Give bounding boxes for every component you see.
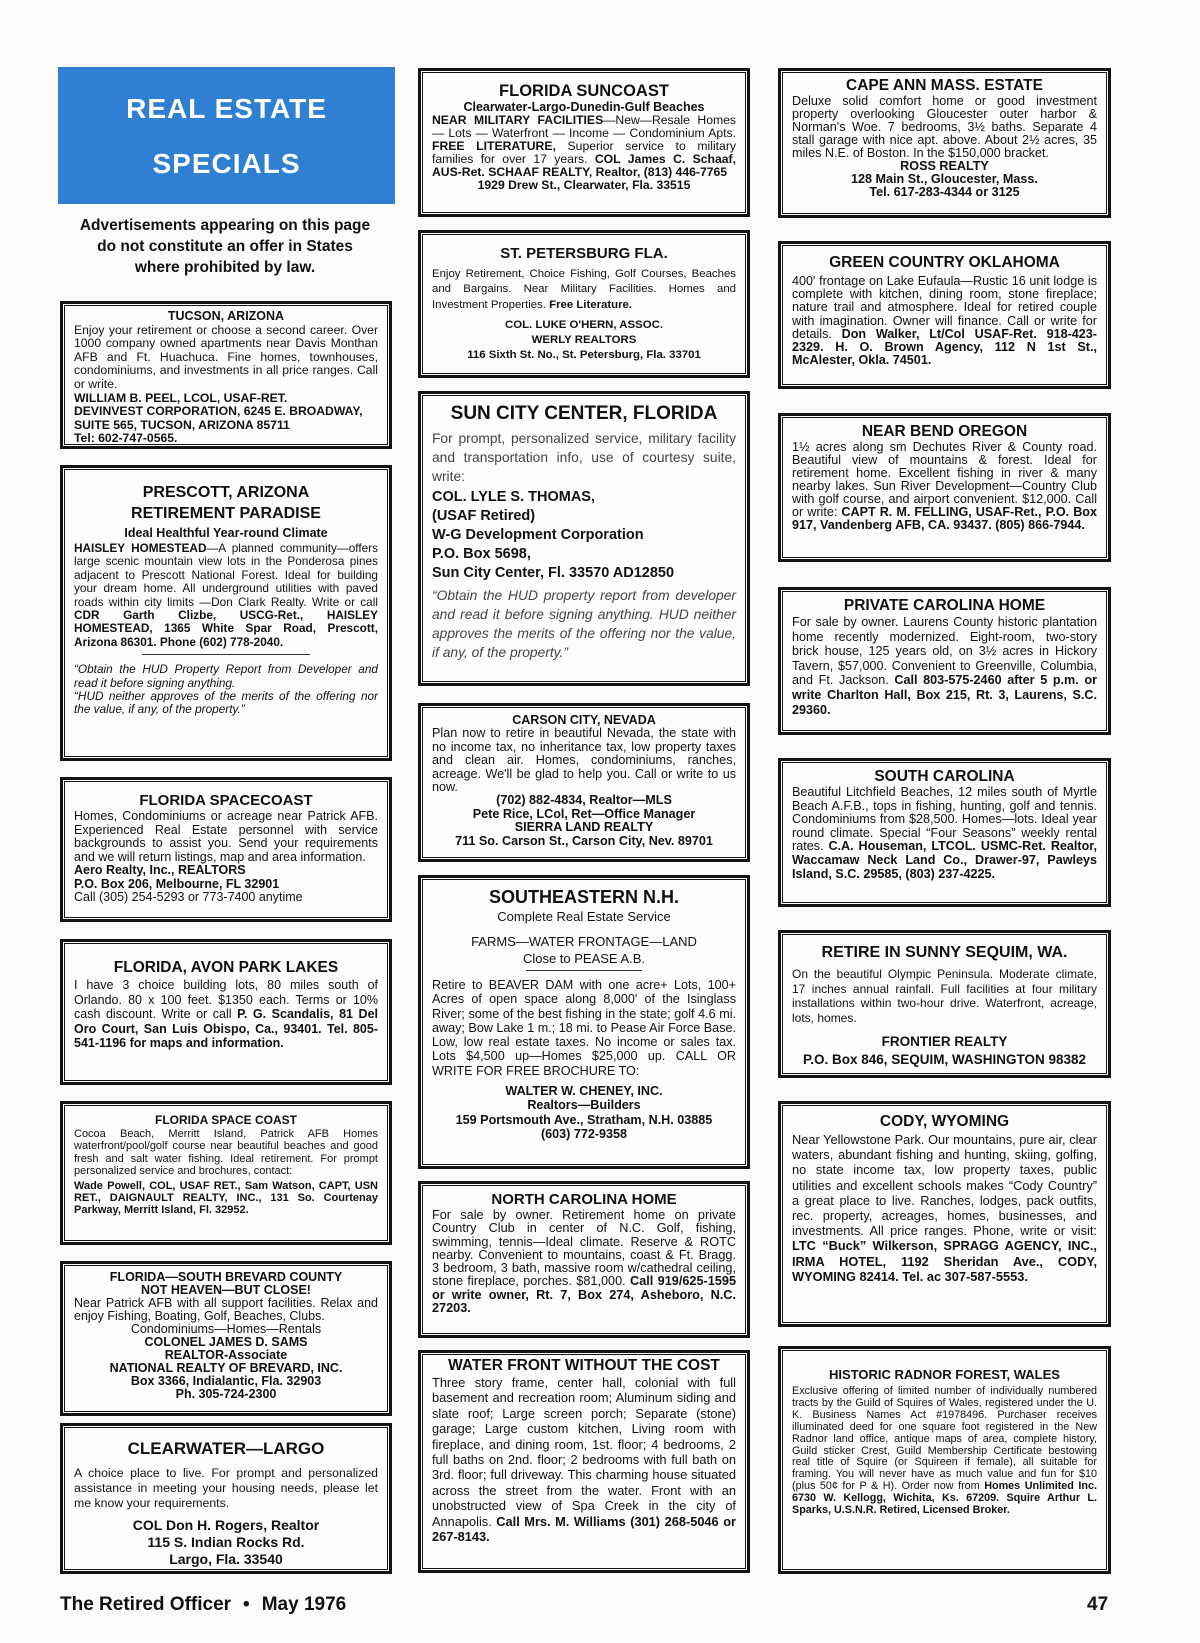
ad-body: Plan now to retire in beautiful Nevada, the state with no income tax, no inheritance tax, low property taxes and clean air. Homes, condominiums, ranches, acreage. We'll be glad to help you. Call or write to us now. [432,726,736,795]
publication-name: The Retired Officer [60,1594,232,1615]
ad-body: Near Yellowstone Park. Our mountains, pure air, clear waters, abundant fishing and hunting, skiing, golfing, no state income tax, low property taxes, public utilities and excellent schools makes “Cody Country” a great place to live. Ranches, lodges, pack outfits, rec. property, acreages, homes, businesses, and investments. All price ranges. Phone, write or visit: [792,1132,1097,1239]
ad-line: P.O. Box 846, SEQUIM, WASHINGTON 98382 [802,1052,1087,1068]
ad-line: WALTER W. CHENEY, INC. [505,1084,663,1099]
ad-title: RETIREMENT PARADISE [131,505,321,522]
ad-title: TUCSON, ARIZONA [167,309,285,323]
ad-cape-ann-mass [778,68,1111,218]
footer-publication-line [60,1594,346,1616]
ad-title: WATER FRONT WITHOUT THE COST [448,1357,720,1374]
ad-line: REALTOR-Associate [164,1348,288,1362]
ad-body: 400' frontage on Lake Eufaula—Rustic 16 unit lodge is complete with kitchen, dining room, stone fireplace; nature trail and atmosphere. Ideal for retired couple with imagination. Owner will finance. Call or write for details. [792,274,1097,341]
ad-contact: P. G. Scandalis, 81 Del Oro Court, San Luis Obispo, Ca., 93401. Tel. 805-541-1196 for maps and information. [74,1007,379,1051]
ad-title: SUN CITY CENTER, FLORIDA [450,403,718,424]
ad-contact: Aero Realty, Inc., REALTORS [74,863,246,877]
ad-address: 1929 Drew St., Clearwater, Fla. 33515 [477,178,691,192]
ad-line: W-G Development Corporation [432,527,644,543]
ad-body: Near Patrick AFB with all support facilities. Relax and enjoy Fishing, Boating, Golf, Beaches, Clubs. [74,1296,378,1323]
ad-south-carolina [778,758,1111,907]
ad-carson-city-nevada [418,703,750,862]
ad-line: Condominiums—Homes—Rentals [130,1322,322,1336]
ad-line: ROSS REALTY [900,159,989,173]
ad-line: COL. LUKE O'HERN, ASSOC. [505,318,663,331]
ad-body: Deluxe solid comfort home or good investment property overlooking Gloucester outer harbor & Norman's Woe. 7 bedrooms, 3½ baths. Separate 4 stall garage with nice apt. above. About 2½ acres, 35 miles N.E. of Boston. In the $150,000 bracket. [792,94,1097,160]
ad-cody-wyoming [778,1101,1111,1327]
ad-lead: HAISLEY HOMESTEAD [74,541,207,555]
ad-line: WERLY REALTORS [531,334,637,347]
ad-north-carolina-home [418,1181,750,1338]
ad-near-bend-oregon [778,413,1111,562]
ad-line: COL Don H. Rogers, Realtor [132,1517,320,1533]
ad-green-country-oklahoma [778,241,1111,389]
ad-line: 116 Sixth St. No., St. Petersburg, Fla. 33701 [467,349,701,362]
ad-line: Tel. 617-283-4344 or 3125 [869,185,1020,199]
disclaimer-line: where prohibited by law. [134,259,316,276]
ad-contact: P.O. Box 206, Melbourne, FL 32901 [74,876,280,891]
issue-date: May 1976 [261,1594,347,1615]
page-number: 47 [1087,1594,1109,1615]
ad-subtitle: Clearwater-Largo-Dunedin-Gulf Beaches [463,100,705,114]
ad-line: Ph. 305-724-2300 [175,1387,277,1401]
ad-highlight: FREE LITERATURE, [432,139,556,153]
ad-title: PRIVATE CAROLINA HOME [843,597,1046,614]
ad-title: ST. PETERSBURG FLA. [500,245,668,262]
ad-subtitle: Ideal Healthful Year-round Climate [124,526,328,540]
banner-line-2: SPECIALS [152,148,301,179]
ad-st-petersburg [418,230,750,378]
real-estate-specials-banner [58,67,395,204]
ad-florida-avon-park-lakes [60,939,392,1085]
banner-line-1: REAL ESTATE [126,93,327,124]
ad-body: Three story frame, center hall, colonial with full basement and recreation room; Aluminum siding and slate roof; Large screen porch; Separate (stone) garage; Large custom kitchen, Living room with fireplace, and dining room, 1st. floor; 4 bedrooms, 2 full baths on 2nd. floor; 2 bedrooms with full bath on 3rd. floor; full driveway. This charming house situated across the street from the water. Front with an unobstructed view of Spa Creek in the city of Annapolis. [432,1375,736,1529]
ad-title: NEAR BEND OREGON [861,423,1028,440]
hud-notice: “HUD neither approves of the merits of the offering nor the value, if any, of the property.” [74,689,378,717]
bullet: • [243,1594,250,1615]
divider [142,654,309,655]
ad-line: Sun City Center, Fl. 33570 AD12850 [432,565,675,581]
ad-prescott-arizona [60,465,392,761]
ad-body: Enjoy Retirement, Choice Fishing, Golf Courses, Beaches and Bargains. Near Military Facilities. Homes and Investment Properties. [432,268,736,311]
ad-body: Homes, Condominiums or acreage near Patrick AFB. Experienced Real Estate personnel with service backgrounds to assist you. Send your requirements and we will return listings, map and area information. [74,809,378,864]
ad-title: SOUTH CAROLINA [874,768,1015,785]
ad-body: Beautiful Litchfield Beaches, 12 miles south of Myrtle Beach A.F.B., tops in fishing, hunting, golf and tennis. Condominiums from $28,500. Homes—lots. Ideal year round climate. Special “Four Seasons” weekly rental rates. [792,785,1097,854]
ad-line: Box 3366, Indialantic, Fla. 32903 [130,1374,322,1388]
ad-title: SOUTHEASTERN N.H. [488,887,679,907]
ad-line: Largo, Fla. 33540 [169,1551,283,1567]
ad-title: GREEN COUNTRY OKLAHOMA [829,254,1060,271]
ad-contact: Call Mrs. M. Williams (301) 268-5046 or 267-8143. [432,1513,736,1545]
ad-lead: NEAR MILITARY FACILITIES [432,113,604,127]
ad-contact: Don Walker, Lt/Col USAF-Ret. 918-423-2329. H. O. Brown Agency, 112 N 1st St., McAlester, Okla. 74501. [792,326,1098,368]
ad-title: HISTORIC RADNOR FOREST, WALES [829,1367,1060,1382]
ad-line: 115 S. Indian Rocks Rd. [147,1534,305,1550]
ad-clearwater-largo [60,1423,392,1574]
ad-line: FARMS—WATER FRONTAGE—LAND [471,934,697,949]
ad-title: FLORIDA, AVON PARK LAKES [113,959,339,976]
ad-body: For prompt, personalized service, military facility and transportation info, use of courtesy suite, write: [432,431,736,484]
ad-title: FLORIDA—SOUTH BREVARD COUNTY [109,1270,343,1284]
hud-notice: “Obtain the HUD property report from developer and read it before signing anything. HUD neither approves the merits of the offering nor the value, if any, of the property.” [432,588,736,660]
ad-body: On the beautiful Olympic Peninsula. Moderate climate, 17 inches annual rainfall. Full facilities at four military installations within two-hour drive. Waterfront, acreage, lots, homes. [792,967,1097,1025]
ad-tucson-arizona [60,301,392,449]
ad-title: CAPE ANN MASS. ESTATE [846,77,1043,94]
ad-title: CLEARWATER—LARGO [127,1439,325,1458]
ad-body: Cocoa Beach, Merritt Island, Patrick AFB Homes waterfront/pool/golf course near beautiful beaches and good fresh and salt water fishing. Ideal retirement. For prompt personalized service and brochures, contact: [74,1128,378,1178]
ad-contact: Call 919/625-1595 or write owner, Rt. 7, Box 274, Asheboro, N.C. 27203. [432,1274,736,1316]
ad-florida-south-brevard [60,1261,392,1416]
ad-subtitle: Complete Real Estate Service [497,909,671,924]
ad-body: —New—Resale Homes — Lots — Waterfront — Income — Condominium Apts. [432,113,737,140]
ad-florida-suncoast [418,68,750,217]
ad-title: CARSON CITY, NEVADA [512,713,656,727]
ad-line: COLONEL JAMES D. SAMS [144,1335,308,1349]
ad-line: Realtors—Builders [527,1098,641,1113]
ad-contact: Call (305) 254-5293 or 773-7400 anytime [74,890,303,904]
ad-title: FLORIDA SPACE COAST [154,1113,297,1127]
ad-retire-in-sequim [778,930,1111,1078]
ad-contact: C.A. Houseman, LTCOL. USMC-Ret. Realtor, Waccamaw Neck Land Co., Drawer-97, Pawleys Island, S.C. 29585, (803) 237-4225. [792,839,1098,881]
ad-florida-spacecoast [60,777,392,922]
ad-contact: Call 803-575-2460 after 5 p.m. or write Charlton Hall, Box 215, Rt. 3, Laurens, S.C. 29360. [792,673,1097,717]
disclaimer-line: do not constitute an offer in States [97,238,353,255]
ad-line: COL. LYLE S. THOMAS, [432,489,596,505]
ad-line: P.O. Box 5698, [432,546,531,562]
ad-body: A choice place to live. For prompt and personalized assistance in meeting your housing needs, please let me know your requirements. [74,1466,378,1510]
ad-line: 128 Main St., Gloucester, Mass. [851,172,1038,186]
ad-highlight: Free Literature. [549,298,633,311]
ad-line: (USAF Retired) [432,508,536,524]
ad-line: SIERRA LAND REALTY [514,820,654,835]
ad-water-front [418,1350,750,1573]
ad-line: Close to PEASE A.B. [522,951,646,966]
ad-contact: Tel: 602-747-0565. [74,431,178,446]
legal-disclaimer [60,215,390,278]
ad-title: FLORIDA SPACECOAST [139,792,313,809]
ad-title: NORTH CAROLINA HOME [491,1191,677,1208]
ad-private-carolina-home [778,587,1111,735]
ad-body: Retire to BEAVER DAM with one acre+ Lots, 100+ Acres of open space along 8,000' of the Isinglass River; some of the best fishing in the state; golf 4.6 mi. away; Bow Lake 1 m.; 18 mi. to Pease Air Force Base. Low, low real estate taxes. No income or sales tax. Lots $4,500 up—Homes $25,000 up. CALL OR WRITE FOR FREE BROCHURE TO: [432,978,736,1078]
ad-body: —A planned community—offers large scenic mountain view lots in the Ponderosa pines adjacent to Prescott National Forest. Ideal for building your dream home. All underground utilities with paved roads within city limits —Don Clark Realty. Write or call [74,541,378,609]
ad-contact: COL James C. Schaaf, AUS-Ret. SCHAAF REALTY, Realtor, (813) 446-7765 [432,152,736,179]
ad-sun-city-center [418,391,750,686]
ad-title: FLORIDA SUNCOAST [499,82,669,100]
ad-title: CODY, WYOMING [879,1113,1010,1130]
ad-line: (603) 772-9358 [540,1126,628,1141]
ad-line: 711 So. Carson St., Carson City, Nev. 89701 [455,833,713,848]
ad-line: FRONTIER REALTY [881,1034,1008,1050]
ad-contact: Wade Powell, COL, USAF RET., Sam Watson, CAPT, USN RET., DAIGNAULT REALTY, INC., 131 So. Courtenay Parkway, Merritt Island, Fl. 32952. [74,1179,378,1217]
ad-title: NOT HEAVEN—BUT CLOSE! [141,1283,311,1297]
ad-florida-space-coast [60,1101,392,1245]
ad-body: Exclusive offering of limited number of individually numbered tracts by the Guild of Squires of Wales, registered under the U. K. Business Names Act #1978496. Purchaser receives illuminated deed for one square foot registered in the New Radnor land office, antique maps of area, complete history, Guild sticker Crest, Guild Membership Certificate bestowing real title of Squire (or Squireen if female), all suitable for framing. You will never have as much value and fun for $10 (plus 50¢ for P & H). Order now from [792,1385,1097,1493]
ad-contact: WILLIAM B. PEEL, LCOL, USAF-RET. [74,390,288,405]
ad-body: 1½ acres along sm Dechutes River & County road. Beautiful view of mountains & forest. Ideal for retirement home. Excellent fishing in river & many nearby lakes. Sun River Development—Country Club with golf course, and airport convenient. $12,000. Call or write: [792,440,1097,519]
ad-line: (702) 882-4834, Realtor—MLS [496,793,672,808]
ad-contact: CDR Garth Clizbe, USCG-Ret., HAISLEY HOMESTEAD, 1365 White Spar Road, Prescott, Arizona 86301. Phone (602) 778-2040. [74,608,378,649]
ad-body: Superior service to military families for over 17 years. [432,139,736,166]
disclaimer-line: Advertisements appearing on this page [79,217,371,234]
ad-southeastern-nh [418,875,750,1169]
ad-title: PRESCOTT, ARIZONA [142,484,310,501]
ad-contact: LTC “Buck” Wilkerson, SPRAGG AGENCY, INC., IRMA HOTEL, 1192 Sheridan Ave., CODY, WYOMING 82414. Tel. ac 307-587-5553. [792,1238,1097,1284]
ad-contact: CAPT R. M. FELLING, USAF-Ret., P.O. Box 917, Vandenberg AFB, CA. 93437. (805) 866-7944. [792,505,1097,532]
ad-contact: DEVINVEST CORPORATION, 6245 E. BROADWAY, SUITE 565, TUCSON, ARIZONA 85711 [74,404,363,432]
ad-body: For sale by owner. Laurens County historic plantation home recently modernized. Eight-room, two-story brick house, 125 years old, on 3½ acres in Hickory Tavern, $57,000. Convenient to Greenville, Columbia, and Ft. Jackson. [792,615,1097,688]
ad-contact: Homes Unlimited Inc. 6730 W. Kellogg, Wichita, Ks. 67209. Squire Arthur L. Sparks, U.S.N.R. Retired, Licensed Broker. [792,1480,1097,1517]
ad-title: RETIRE IN SUNNY SEQUIM, WA. [821,944,1068,961]
ad-body: Enjoy your retirement or choose a second career. Over 1000 company owned apartments near Davis Monthan AFB and Ft. Huachuca. Fine homes, townhouses, condominiums, and investments in all price ranges. Call or write. [74,322,378,391]
ad-historic-radnor-forest [778,1346,1111,1574]
divider [526,970,642,971]
ad-line: 159 Portsmouth Ave., Stratham, N.H. 03885 [455,1112,713,1127]
ad-body: For sale by owner. Retirement home on private Country Club in center of N.C. Golf, fishing, swimming, tennis—Ideal climate. Reserve & ROTC nearby. Convenient to mountains, coast & Ft. Bragg. 3 bedroom, 3 bath, massive room w/cathedral ceiling, stone fireplace, porches. $81,000. [432,1208,736,1289]
ad-line: Pete Rice, LCol, Ret—Office Manager [472,806,696,821]
ad-line: NATIONAL REALTY OF BREVARD, INC. [109,1361,343,1375]
ad-body: I have 3 choice building lots, 80 miles south of Orlando. 80 x 100 feet. $1350 each. Terms or 10% cash discount. Write or call [74,978,378,1022]
hud-notice: “Obtain the HUD Property Report from Developer and read it before signing anything. [74,662,378,690]
